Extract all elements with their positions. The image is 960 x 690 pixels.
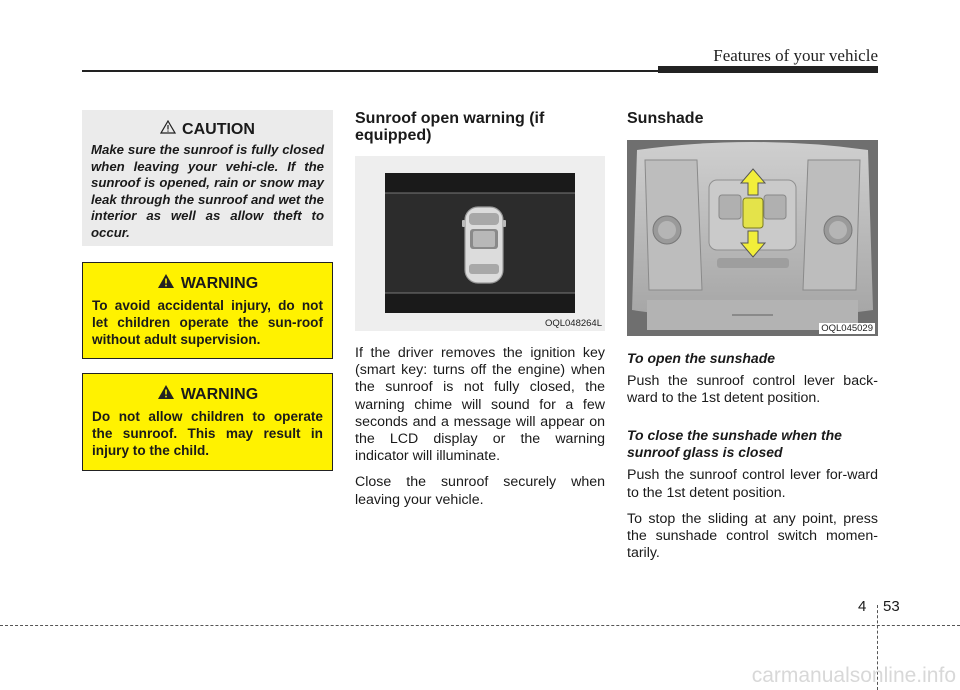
close-sunshade-heading: To close the sunshade when the sunroof glass is closed xyxy=(627,427,842,461)
figure-code: OQL045029 xyxy=(821,323,873,334)
page-number: 53 xyxy=(883,598,900,615)
figure-code: OQL048264L xyxy=(544,318,602,329)
middle-column xyxy=(355,110,605,518)
sunshade-heading: Sunshade xyxy=(627,110,704,127)
open-warning-paragraph-1: If the driver removes the ignition key (smart key: turns off the engine) when the sunroof is not fully closed, the warning chime will sound for a few seconds and a message will appear on the LCD display or the warning indicator will illuminate. xyxy=(355,345,605,465)
warning-box-2 xyxy=(82,373,333,471)
warning-title-1 xyxy=(92,273,323,294)
sunshade-control-figure xyxy=(627,140,878,336)
caution-triangle-icon xyxy=(160,120,176,139)
overhead-console-illustration xyxy=(627,140,878,336)
left-column xyxy=(82,110,333,471)
right-column xyxy=(627,110,878,571)
close-sunshade-text: Push the sunroof control lever for-ward to the 1st detent position. xyxy=(627,467,878,501)
caution-title xyxy=(91,120,324,139)
footer-rule xyxy=(0,625,960,626)
open-sunshade-heading: To open the sunshade xyxy=(627,350,776,366)
lcd-display-illustration xyxy=(355,156,605,331)
lcd-warning-figure xyxy=(355,156,605,331)
caution-title-text: CAUTION xyxy=(182,120,255,138)
chapter-number: 4 xyxy=(858,598,867,615)
watermark: carmanualsonline.info xyxy=(751,664,956,687)
warning-title-2 xyxy=(92,384,323,405)
caution-box xyxy=(82,110,333,246)
caution-text: Make sure the sunroof is fully closed when leaving your vehi-cle. If the sunroof is opened, rain or snow may leak through the sunroof and wet the interior as well as allow theft to occur. xyxy=(91,142,324,240)
car-top-view-icon xyxy=(462,207,506,283)
header-title: Features of your vehicle xyxy=(713,46,878,65)
sunroof-open-warning-heading: Sunroof open warning (if equipped) xyxy=(355,110,545,144)
stop-sunshade-text: To stop the sliding at any point, press the sunshade control switch momen-tarily. xyxy=(627,510,878,562)
open-warning-paragraph-2: Close the sunroof securely when leaving your vehicle. xyxy=(355,474,605,508)
warning-title-text-2: WARNING xyxy=(180,385,259,403)
open-sunshade-text: Push the sunroof control lever back-ward to the 1st detent position. xyxy=(627,373,878,407)
header-rule xyxy=(82,70,660,72)
warning-title-text-1: WARNING xyxy=(180,274,259,292)
warning-text-2: Do not allow children to operate the sunroof. This may result in injury to the child. xyxy=(92,409,323,458)
warning-box-1 xyxy=(82,262,333,359)
warning-text-1: To avoid accidental injury, do not let children operate the sun-roof without adult supervision. xyxy=(92,298,323,347)
warning-triangle-icon xyxy=(157,273,175,294)
warning-triangle-icon xyxy=(157,384,175,405)
header-rule-accent xyxy=(658,66,878,73)
